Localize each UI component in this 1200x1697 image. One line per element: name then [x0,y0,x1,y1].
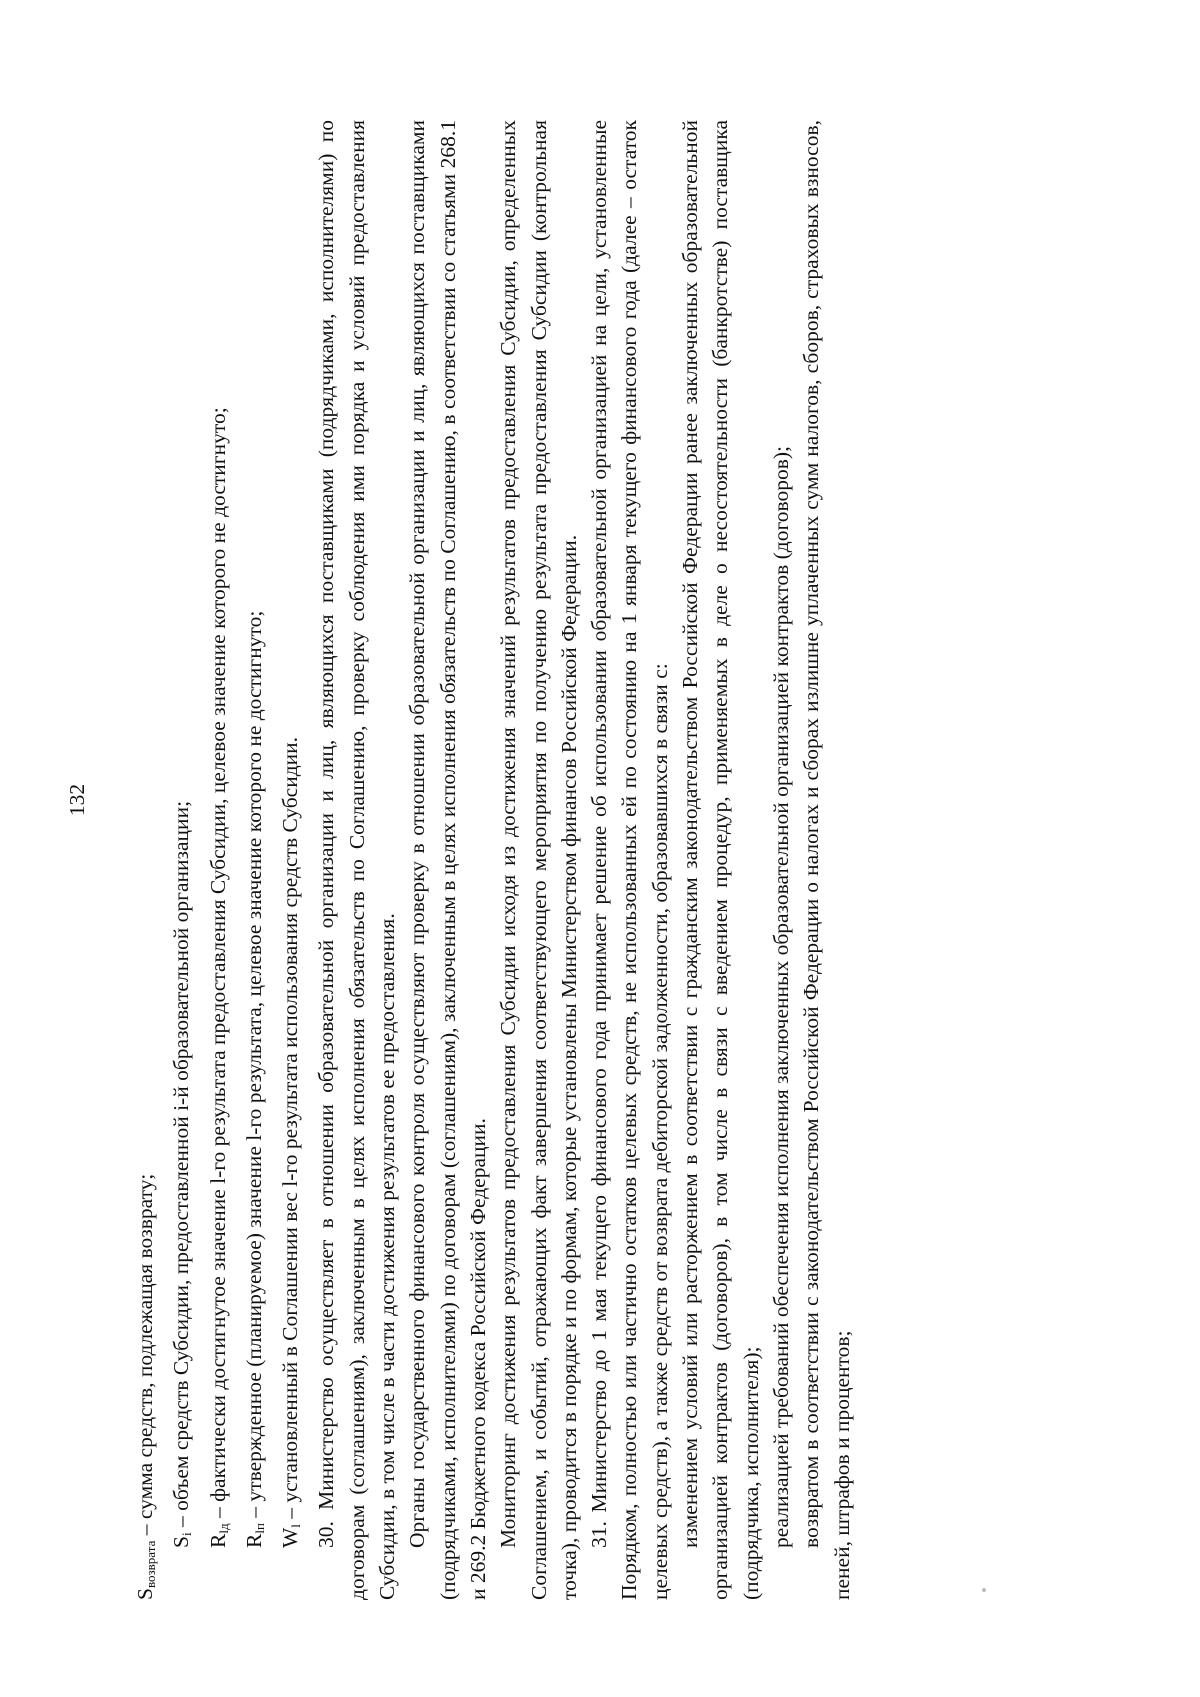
symbol-subscript: l [288,1524,304,1528]
formula-legend-r-ld [203,120,239,1600]
formula-legend-s-return [130,120,166,1600]
symbol-subscript: возврата [143,1540,158,1589]
list-item-tax-refund: возвратом в соответствии с законодательством Российской Федерации о налогах и сборах излишне уплаченных сумм налогов, сборов, страховых взносов, пеней, штрафов и процентов; [799,120,854,1600]
legend-text: – объем средств Субсидии, предоставленной i-й образовательной организации; [169,800,194,1533]
symbol: S [169,1536,194,1548]
formula-legend-s-i [166,120,202,1600]
formula-legend-r-lp [239,120,275,1600]
symbol: R [205,1533,230,1548]
symbol: S [133,1588,157,1600]
page-number: 132 [65,783,89,817]
symbol: R [241,1533,266,1548]
paragraph-31: 31. Министерство до 1 мая текущего финансового года принимает решение об использовании образовательной организацией на цели, установленные Порядком, полностью или частично остатков целевых средств, не использованных ей по состоянию на 1 января текущего финансового года (далее – остаток целевых средств), а также средств от возврата дебиторской задолженности, образовавшихся в связи с: [587,120,672,1600]
list-item-contract-change: изменением условий или расторжением в соответствии с гражданским законодательством Российской Федерации ранее заключенных образовательной организацией контрактов (договоров), в том числе в связи с введением процедур, применяемых в деле о несостоятельности (банкротстве) поставщика (подрядчика, исполнителя); [678,120,763,1600]
symbol: W [278,1527,303,1548]
symbol-subscript: lд [215,1523,231,1534]
list-item-guarantee: реализацией требований обеспечения исполнения заключенных образовательной организацией контрактов (договоров); [768,445,793,1548]
rotated-text-block [130,120,990,1600]
paragraph-30: 30. Министерство осуществляет в отношении образовательной организации и лиц, являющихся поставщиками (подрядчиками, исполнителями) по договорам (соглашениям), заключенным в целях исполнения обязательств по Соглашению, проверку соблюдения ими порядка и условий предоставления Субсидии, в том числе в части достижения результатов ее предоставления. [314,120,400,1600]
symbol-subscript: lп [251,1523,267,1534]
legend-text: – сумма средств, подлежащая возврату; [133,1173,157,1541]
paragraph-state-control: Органы государственного финансового контроля осуществляют проверку в отношении образовательной организации и лиц, являющихся поставщиками (подрядчиками, исполнителями) по договорам (соглашениям), заключенным в целях исполнения обязательств по Соглашению, в соответствии со статьями 268.1 и 269.2 Бюджетного кодекса Российской Федерации. [405,120,490,1600]
symbol-subscript: i [179,1532,195,1537]
legend-text: – фактически достигнутое значение l-го результата предоставления Субсидии, целевое значение которого не достигнуто; [205,407,230,1524]
paragraph-monitoring: Мониторинг достижения результатов предоставления Субсидии исходя из достижения значений результатов предоставления Субсидии, определенных Соглашением, и событий, отражающих факт завершения соответствующего мероприятия по получению результата предоставления Субсидии (контрольная точка), проводится в порядке и по формам, которые установлены Министерством финансов Российской Федерации. [496,120,581,1600]
scan-speck [982,1588,986,1592]
formula-legend-w-l [275,120,311,1600]
legend-text: – установленный в Соглашении вес l-го результата использования средств Субсидии. [278,736,303,1525]
legend-text: – утвержденное (планируемое) значение l-го результата, целевое значение которого не достигнуто; [241,610,266,1524]
